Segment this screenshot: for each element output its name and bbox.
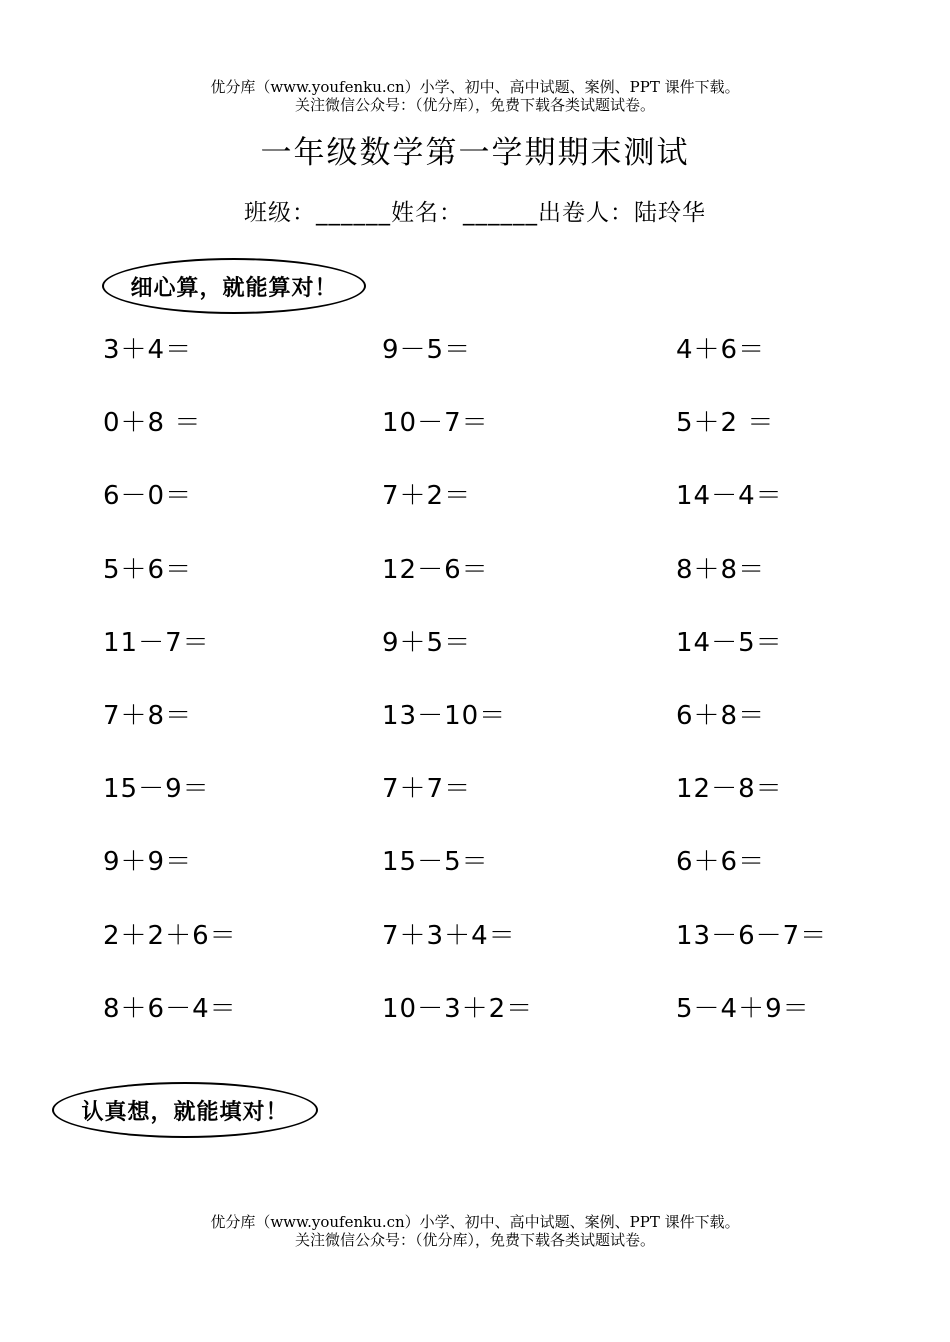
header-line-2: 关注微信公众号：（优分库），免费下载各类试题试卷。: [294, 96, 655, 114]
problem-item: 5－4＋9＝: [676, 993, 810, 1024]
problem-item: 7＋3＋4＝: [382, 920, 516, 951]
problem-item: 5＋6＝: [103, 554, 193, 585]
problem-item: 14－5＝: [676, 627, 783, 658]
header-line-1: 优分库（www.youfenku.cn）小学、初中、高中试题、案例、PPT 课件下载。: [210, 78, 740, 96]
section-banner-fill: 认真想，就能填对！: [52, 1082, 318, 1138]
problem-item: 6＋8＝: [676, 701, 766, 731]
problem-item: 15－5＝: [382, 847, 489, 878]
page-title: 一年级数学第一学期期末测试: [260, 135, 690, 171]
problem-item: 7＋2＝: [382, 481, 472, 512]
problem-item: 9＋9＝: [103, 847, 193, 878]
problem-item: 12－8＝: [676, 774, 783, 805]
problem-item: 9＋5＝: [382, 627, 472, 658]
problem-item: 6－0＝: [103, 481, 193, 512]
problem-item: 13－10＝: [382, 701, 507, 731]
footer-line-1: 优分库（www.youfenku.cn）小学、初中、高中试题、案例、PPT 课件下载。: [210, 1213, 740, 1231]
problem-item: 2＋2＋6＝: [103, 920, 237, 951]
problem-item: 8＋6－4＝: [103, 993, 237, 1024]
problem-item: 13－6－7＝: [676, 920, 828, 951]
student-info-line: 班级：______姓名：______出卷人：陆玲华: [244, 200, 706, 226]
problem-item: 10－7＝: [382, 408, 489, 439]
problem-item: 14－4＝: [676, 481, 783, 512]
problem-item: 3＋4＝: [103, 335, 193, 365]
problem-item: 10－3＋2＝: [382, 993, 534, 1024]
problem-item: 5＋2 ＝: [676, 408, 775, 439]
problem-item: 12－6＝: [382, 554, 489, 585]
problem-item: 7＋7＝: [382, 774, 472, 805]
problem-item: 7＋8＝: [103, 701, 193, 731]
problem-item: 4＋6＝: [676, 335, 766, 365]
section-banner-calculate: 细心算，就能算对！: [102, 258, 366, 314]
footer-line-2: 关注微信公众号：（优分库），免费下载各类试题试卷。: [294, 1231, 655, 1249]
problem-item: 11－7＝: [103, 627, 210, 658]
problem-item: 6＋6＝: [676, 847, 766, 878]
problem-item: 9－5＝: [382, 335, 472, 365]
problem-item: 15－9＝: [103, 774, 210, 805]
problem-item: 0＋8 ＝: [103, 408, 202, 439]
problem-item: 8＋8＝: [676, 554, 766, 585]
